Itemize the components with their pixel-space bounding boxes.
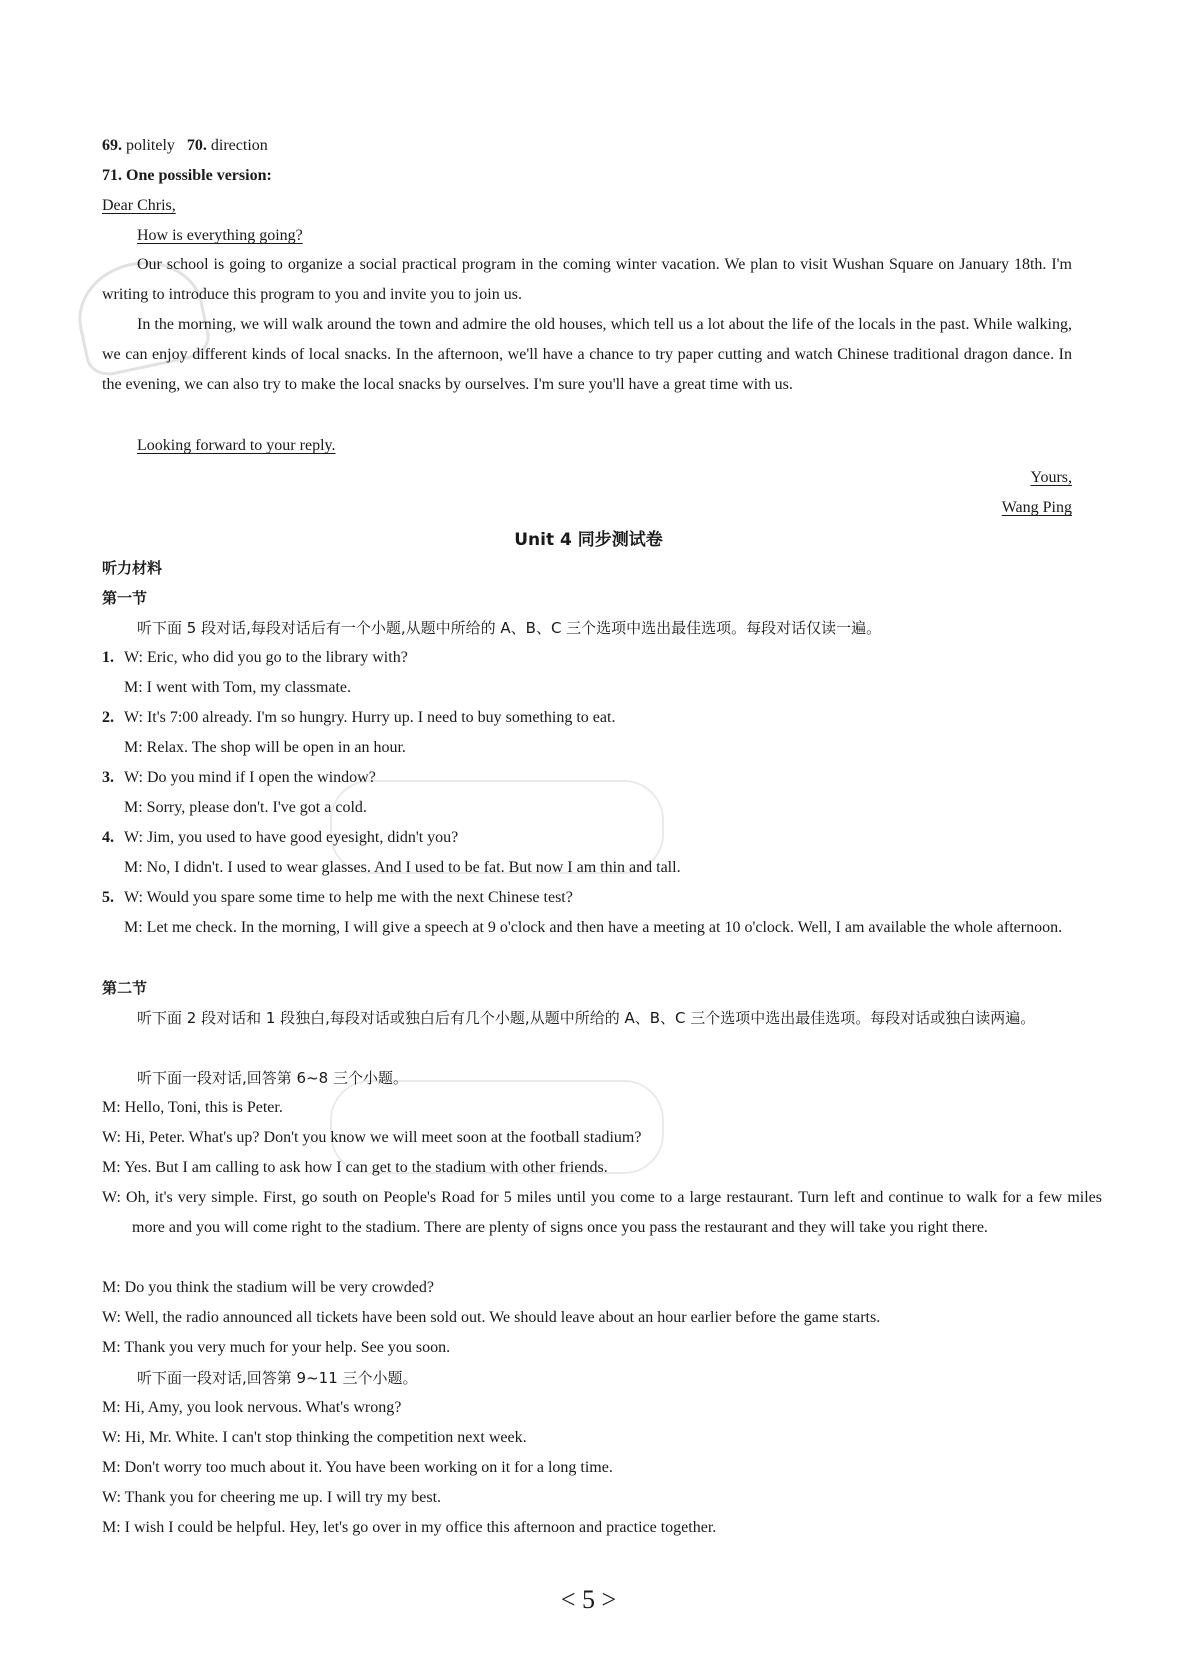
conversation-2-intro: 听下面一段对话,回答第 9~11 三个小题。 xyxy=(137,1369,418,1387)
dialogue-1-w xyxy=(102,648,408,668)
conversation-1-line: M: Hello, Toni, this is Peter. xyxy=(102,1099,283,1116)
section-1-heading: 第一节 xyxy=(102,589,148,607)
conversation-2-line: M: I wish I could be helpful. Hey, let's go over in my office this afternoon and practice together. xyxy=(102,1519,717,1536)
letter-paragraph-2: In the morning, we will walk around the town and admire the old houses, which tell us a lot about the life of the locals in the past. While walking, we can enjoy different kinds of local snacks. In the afternoon, we'll have a chance to try paper cutting and watch Chinese traditional dragon dance. In the evening, we can also try to make the local snacks by ourselves. I'm sure you'll have a great time with us. xyxy=(102,316,1072,393)
dialogue-3-w xyxy=(102,768,376,788)
dialogue-line: W: Jim, you used to have good eyesight, didn't you? xyxy=(124,829,459,846)
section-2-heading: 第二节 xyxy=(102,979,148,997)
conversation-1-line: M: Yes. But I am calling to ask how I can get to the stadium with other friends. xyxy=(102,1159,608,1176)
dialogue-2-m: M: Relax. The shop will be open in an hour. xyxy=(124,739,406,756)
dialogue-line: W: Eric, who did you go to the library with? xyxy=(124,649,408,666)
dialogue-number: 3. xyxy=(102,769,114,786)
conversation-1-intro: 听下面一段对话,回答第 6~8 三个小题。 xyxy=(137,1069,408,1087)
section-1-instructions: 听下面 5 段对话,每段对话后有一个小题,从题中所给的 A、B、C 三个选项中选出最佳选项。每段对话仅读一遍。 xyxy=(137,619,882,637)
listening-heading: 听力材料 xyxy=(102,559,163,577)
answer-69-num: 69. xyxy=(102,137,122,154)
dialogue-5-m: M: Let me check. In the morning, I will give a speech at 9 o'clock and then have a meeting at 10 o'clock. Well, I am available the whole afternoon. xyxy=(124,919,1063,936)
answer-70-num: 70. xyxy=(186,137,207,154)
conversation-2-line: W: Hi, Mr. White. I can't stop thinking the competition next week. xyxy=(102,1429,527,1446)
section-2-instructions: 听下面 2 段对话和 1 段独白,每段对话或独白后有几个小题,从题中所给的 A、B、C 三个选项中选出最佳选项。每段对话或独白读两遍。 xyxy=(137,1009,1036,1027)
dialogue-3-m: M: Sorry, please don't. I've got a cold. xyxy=(124,799,367,816)
dialogue-1-m: M: I went with Tom, my classmate. xyxy=(124,679,351,696)
letter-signature: Wang Ping xyxy=(1001,499,1072,516)
page-number: < 5 > xyxy=(560,1585,617,1614)
conversation-1-line: M: Do you think the stadium will be very crowded? xyxy=(102,1279,434,1296)
letter-paragraph-1: Our school is going to organize a social practical program in the coming winter vacation. We plan to visit Wushan Square on January 18th. I'm writing to introduce this program to you and invite you to join us. xyxy=(102,256,1072,303)
answer-71-heading: 71. One possible version: xyxy=(102,167,272,184)
letter-closing: Looking forward to your reply. xyxy=(137,437,336,454)
dialogue-2-w xyxy=(102,708,615,728)
answer-69-70 xyxy=(102,136,268,156)
dialogue-line: W: Do you mind if I open the window? xyxy=(124,769,376,786)
letter-opening: How is everything going? xyxy=(137,227,303,244)
dialogue-number: 2. xyxy=(102,709,114,726)
conversation-1-line: W: Well, the radio announced all tickets have been sold out. We should leave about an hour earlier before the game starts. xyxy=(102,1309,881,1326)
dialogue-line: W: It's 7:00 already. I'm so hungry. Hurry up. I need to buy something to eat. xyxy=(124,709,616,726)
dialogue-4-m: M: No, I didn't. I used to wear glasses. And I used to be fat. But now I am thin and tall. xyxy=(124,859,681,876)
dialogue-5-w xyxy=(102,888,573,908)
dialogue-4-w xyxy=(102,828,458,848)
dialogue-line: W: Would you spare some time to help me with the next Chinese test? xyxy=(124,889,573,906)
answer-69: politely xyxy=(126,137,175,154)
dialogue-number: 1. xyxy=(102,649,114,666)
conversation-2-line: W: Thank you for cheering me up. I will try my best. xyxy=(102,1489,442,1506)
conversation-1-line: W: Hi, Peter. What's up? Don't you know we will meet soon at the football stadium? xyxy=(102,1129,642,1146)
conversation-1-line: W: Oh, it's very simple. First, go south on People's Road for 5 miles until you come to a large restaurant. Turn left and continue to walk for a few miles more and you will come right to the stadium. There are plenty of signs once you pass the restaurant and they will take you right there. xyxy=(102,1189,1102,1236)
answer-70: direction xyxy=(210,137,268,154)
letter-greeting: Dear Chris, xyxy=(102,197,176,214)
conversation-2-line: M: Hi, Amy, you look nervous. What's wrong? xyxy=(102,1399,402,1416)
letter-yours: Yours, xyxy=(1030,469,1072,486)
conversation-2-line: M: Don't worry too much about it. You have been working on it for a long time. xyxy=(102,1459,613,1476)
dialogue-number: 4. xyxy=(102,829,114,846)
unit-title: Unit 4 同步测试卷 xyxy=(514,530,663,550)
dialogue-number: 5. xyxy=(102,889,114,906)
conversation-1-line: M: Thank you very much for your help. See you soon. xyxy=(102,1339,451,1356)
